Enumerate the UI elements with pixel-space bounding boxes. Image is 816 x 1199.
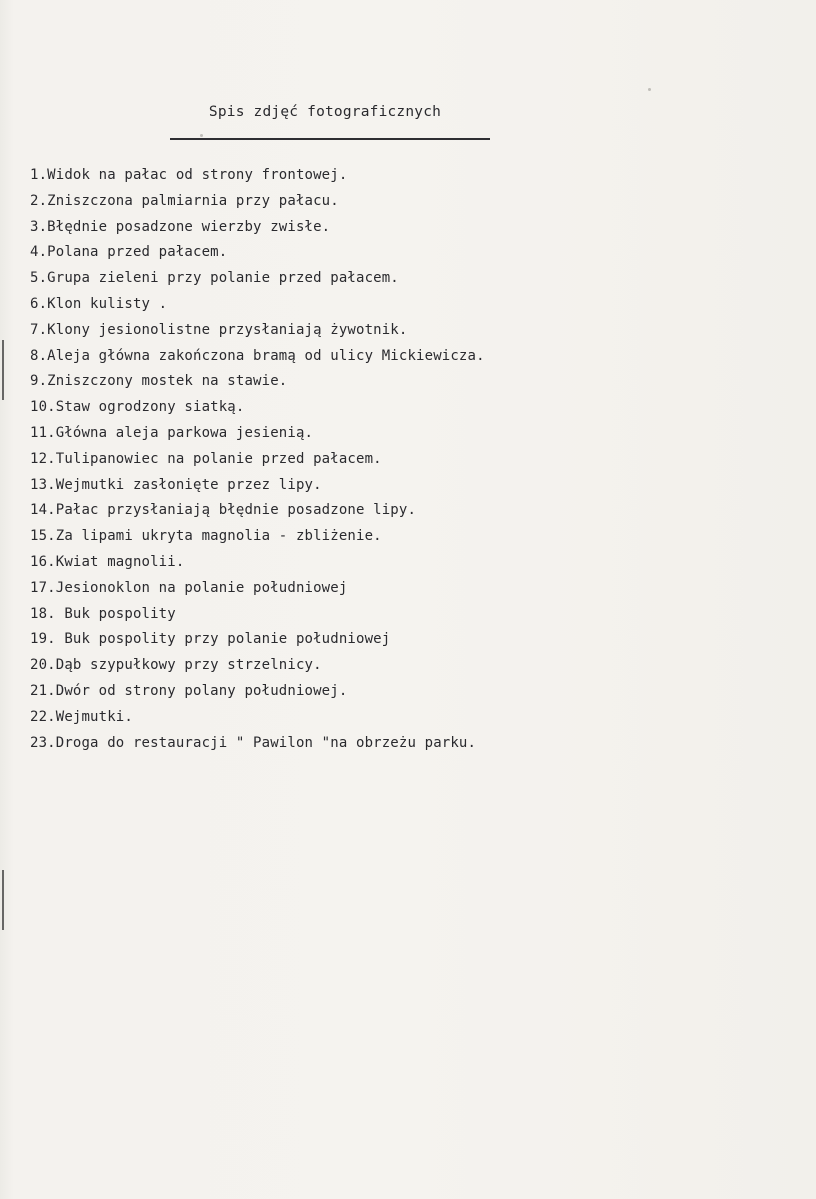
photo-list-item: 13.Wejmutki zasłonięte przez lipy. <box>30 476 322 493</box>
photo-list-item: 10.Staw ogrodzony siatką. <box>30 399 245 416</box>
photo-list-item: 3.Błędnie posadzone wierzby zwisłe. <box>30 218 331 235</box>
photo-list-item: 23.Droga do restauracji " Pawilon "na obrzeżu parku. <box>30 734 477 751</box>
photo-list-item: 1.Widok na pałac od strony frontowej. <box>30 167 348 183</box>
photo-list-item: 21.Dwór od strony polany południowej. <box>30 682 348 699</box>
photo-list-item: 9.Zniszczony mostek na stawie. <box>30 373 288 390</box>
photo-list-item: 2.Zniszczona palmiarnia przy pałacu. <box>30 192 339 209</box>
paper-speck <box>200 134 203 137</box>
page-edge-mark <box>2 870 4 930</box>
document-title: Spis zdjęć fotograficznych <box>208 104 442 120</box>
page-edge-mark <box>2 340 4 400</box>
photo-list-item: 7.Klony jesionolistne przysłaniają żywotnik. <box>30 321 408 338</box>
photo-list-item: 12.Tulipanowiec na polanie przed pałacem. <box>30 450 382 467</box>
title-underline <box>170 138 490 140</box>
photo-list-item: 4.Polana przed pałacem. <box>30 244 228 261</box>
photo-list-item: 18. Buk pospolity <box>30 605 176 622</box>
photo-list-item: 16.Kwiat magnolii. <box>30 553 185 570</box>
photo-list-item: 19. Buk pospolity przy polanie południowej <box>30 631 391 648</box>
paper-speck <box>648 88 651 91</box>
photo-list-item: 5.Grupa zieleni przy polanie przed pałacem. <box>30 270 399 287</box>
photo-list-item: 6.Klon kulisty . <box>30 295 168 312</box>
photo-list-item: 22.Wejmutki. <box>30 708 133 725</box>
photo-list-item: 14.Pałac przysłaniają błędnie posadzone lipy. <box>30 502 417 519</box>
photo-list-item: 11.Główna aleja parkowa jesienią. <box>30 424 314 441</box>
photo-list-item: 20.Dąb szypułkowy przy strzelnicy. <box>30 657 322 674</box>
photo-list-item: 15.Za lipami ukryta magnolia - zbliżenie. <box>30 528 382 545</box>
photo-list-item: 17.Jesionoklon na polanie południowej <box>30 579 348 596</box>
photo-list <box>30 163 790 756</box>
photo-list-item: 8.Aleja główna zakończona bramą od ulicy Mickiewicza. <box>30 347 485 364</box>
